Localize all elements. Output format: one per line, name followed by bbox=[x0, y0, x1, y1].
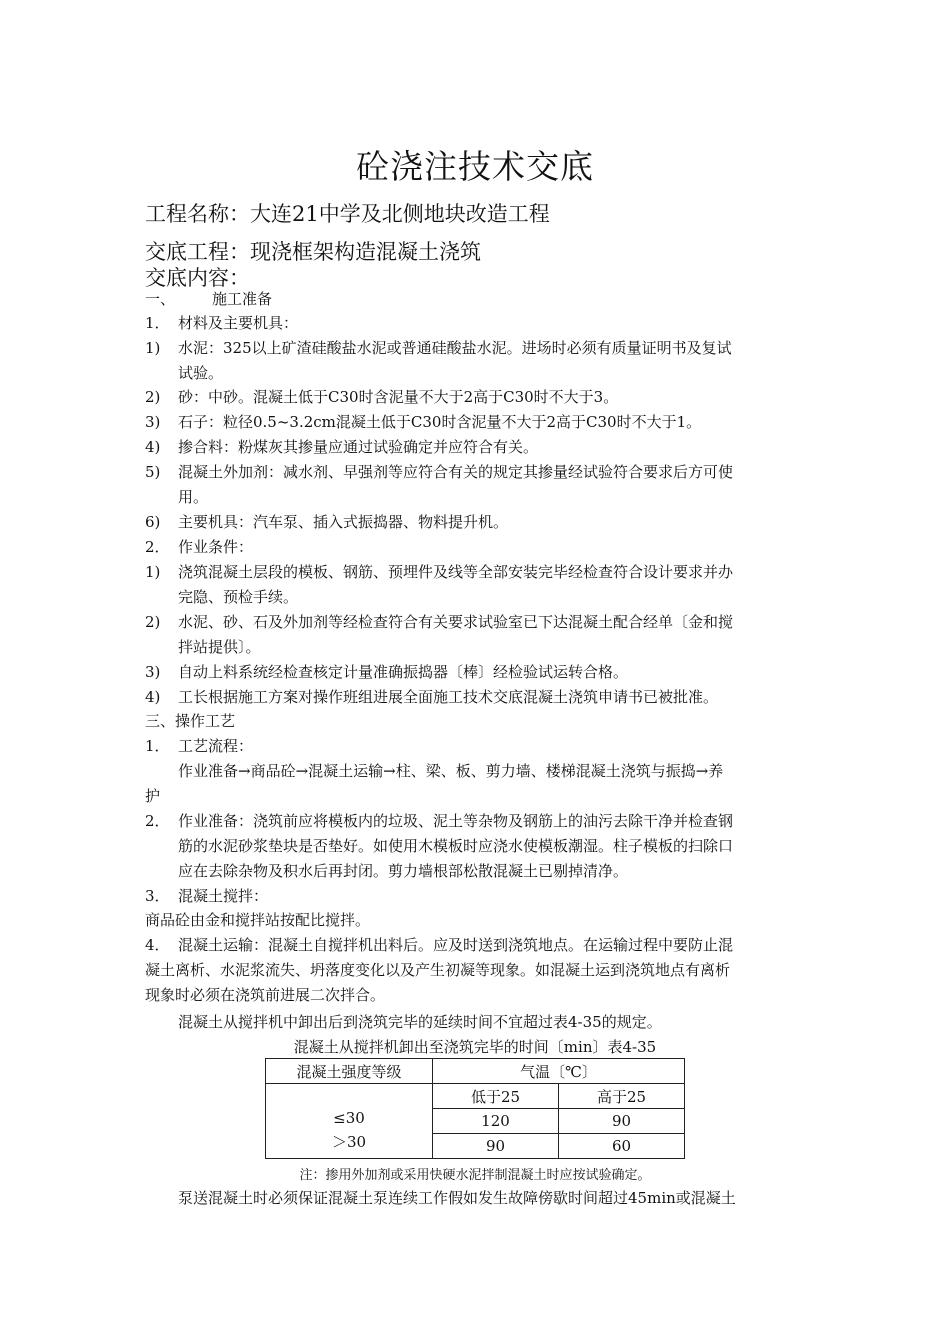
document-title: 砼浇注技术交底 bbox=[356, 147, 594, 186]
item-number: 3) bbox=[145, 413, 161, 431]
item-number: 一、 bbox=[145, 290, 176, 308]
item-number: 3) bbox=[145, 663, 161, 681]
item-text: 商品砼由金和搅拌站按配比搅拌。 bbox=[145, 911, 371, 929]
body-line bbox=[145, 412, 701, 432]
grade-1: ≤30 bbox=[333, 1109, 365, 1127]
item-text: 凝土离析、水泥浆流失、坍落度变化以及产生初凝等现象。如混凝土运到浇筑地点有离析 bbox=[145, 961, 731, 979]
item-text: 用。 bbox=[178, 488, 209, 506]
work-name: 交底工程：现浇框架构造混凝土浇筑 bbox=[145, 240, 481, 264]
body-line bbox=[178, 363, 223, 383]
body-line bbox=[178, 587, 298, 607]
item-text: 应在去除杂物及积水后再封闭。剪力墙根部松散混凝土已剔掉清净。 bbox=[178, 862, 629, 880]
item-text: 水泥、砂、石及外加剂等经检查符合有关要求试验室已下达混凝土配合经单〔金和搅 bbox=[178, 613, 734, 631]
body-line bbox=[145, 910, 370, 930]
table-caption: 混凝土从搅拌机卸出至浇筑完毕的时间〔min〕表4-35 bbox=[293, 1038, 657, 1056]
item-text: 试验。 bbox=[178, 364, 224, 382]
body-line bbox=[145, 537, 253, 557]
item-number: 1． bbox=[145, 314, 170, 332]
body-line bbox=[145, 786, 160, 806]
body-line bbox=[145, 960, 730, 980]
body-line bbox=[145, 886, 268, 906]
body-line bbox=[178, 836, 733, 856]
table-sub-high: 高于25 bbox=[559, 1084, 685, 1109]
body-line bbox=[178, 637, 261, 657]
item-number: 2) bbox=[145, 613, 161, 631]
body-line bbox=[145, 437, 538, 457]
item-text: 三、操作工艺 bbox=[145, 712, 236, 730]
item-number: 2) bbox=[145, 388, 161, 406]
table-header-temp: 气温〔℃〕 bbox=[433, 1059, 685, 1084]
item-number: 3． bbox=[145, 887, 170, 905]
table-header-grade: 混凝土强度等级 bbox=[266, 1059, 433, 1084]
item-text: 工长根据施工方案对操作班组进展全面施工技术交底混凝土浇筑申请书已被批准。 bbox=[178, 688, 719, 706]
item-text: 作业条件： bbox=[178, 538, 254, 556]
item-text: 混凝土从搅拌机中卸出后到浇筑完毕的延续时间不宜超过表4-35的规定。 bbox=[178, 1013, 662, 1031]
item-text: 拌站提供〕。 bbox=[178, 638, 261, 656]
body-line bbox=[145, 711, 235, 731]
body-line bbox=[145, 985, 385, 1005]
item-text: 混凝土运输：混凝土自搅拌机出料后。应及时送到浇筑地点。在运输过程中要防止混 bbox=[178, 936, 734, 954]
body-line bbox=[178, 861, 628, 881]
content-label: 交底内容： bbox=[145, 266, 250, 290]
body-line-last: 泵送混凝土时必须保证混凝土泵连续工作假如发生故障傍歇时间超过45min或混凝土 bbox=[178, 1189, 736, 1207]
item-text: 作业准备→商品砼→混凝土运输→柱、梁、板、剪力墙、楼梯混凝土浇筑与振捣→养 bbox=[178, 762, 724, 780]
table-cell-low: 90 bbox=[433, 1134, 559, 1159]
body-line bbox=[145, 736, 253, 756]
body-line bbox=[145, 462, 733, 482]
body-line bbox=[178, 487, 208, 507]
table-note: 注：掺用外加剂或采用快硬水泥拌制混凝土时应按试验确定。 bbox=[299, 1168, 651, 1183]
item-text: 混凝土外加剂：减水剂、早强剂等应符合有关的规定其掺量经试验符合要求后方可使 bbox=[178, 463, 734, 481]
item-text: 工艺流程： bbox=[178, 737, 254, 755]
item-text: 掺合料：粉煤灰其掺量应通过试验确定并应符合有关。 bbox=[178, 438, 539, 456]
item-text: 主要机具：汽车泵、插入式振捣器、物料提升机。 bbox=[178, 513, 509, 531]
item-number: 1) bbox=[145, 563, 161, 581]
item-number: 1) bbox=[145, 339, 161, 357]
project-name: 工程名称：大连21中学及北侧地块改造工程 bbox=[145, 202, 550, 226]
body-line bbox=[145, 662, 628, 682]
body-line bbox=[145, 313, 298, 333]
body-line bbox=[145, 387, 618, 407]
time-table bbox=[265, 1058, 685, 1159]
body-line bbox=[145, 338, 732, 358]
item-text: 水泥：325以上矿渣硅酸盐水泥或普通硅酸盐水泥。进场时必须有质量证明书及复试 bbox=[178, 339, 732, 357]
item-number: 5) bbox=[145, 463, 161, 481]
item-text: 砂：中砂。混凝土低于C30时含泥量不大于2高于C30时不大于3。 bbox=[178, 388, 619, 406]
body-line bbox=[145, 935, 733, 955]
body-line bbox=[145, 289, 272, 309]
item-number: 2． bbox=[145, 538, 170, 556]
item-text: 自动上料系统经检查核定计量准确振捣器〔棒〕经检验试运转合格。 bbox=[178, 663, 629, 681]
item-text: 石子：粒径0.5~3.2cm混凝土低于C30时含泥量不大于2高于C30时不大于1。 bbox=[178, 413, 702, 431]
item-text: 筋的水泥砂浆垫块是否垫好。如使用木模板时应浇水使模板潮湿。柱子模板的扫除口 bbox=[178, 837, 734, 855]
body-line bbox=[145, 512, 508, 532]
item-text: 护 bbox=[145, 787, 161, 805]
body-line bbox=[145, 687, 718, 707]
item-number: 1． bbox=[145, 737, 170, 755]
item-text: 作业准备：浇筑前应将模板内的垃圾、泥土等杂物及钢筋上的油污去除干净并检查钢 bbox=[178, 812, 734, 830]
table-cell-low: 120 bbox=[433, 1109, 559, 1134]
item-text: 材料及主要机具： bbox=[178, 314, 299, 332]
item-text: 完隐、预检手续。 bbox=[178, 588, 299, 606]
body-line bbox=[145, 562, 733, 582]
body-line bbox=[145, 612, 733, 632]
table-sub-low: 低于25 bbox=[433, 1084, 559, 1109]
item-text: 混凝土搅拌： bbox=[178, 887, 269, 905]
body-line bbox=[178, 761, 723, 781]
item-number: 4) bbox=[145, 688, 161, 706]
table-cell-high: 60 bbox=[559, 1134, 685, 1159]
table-cell-high: 90 bbox=[559, 1109, 685, 1134]
grade-2: ＞30 bbox=[331, 1133, 367, 1151]
body-line bbox=[145, 811, 733, 831]
item-number: 2． bbox=[145, 812, 170, 830]
item-number: 4) bbox=[145, 438, 161, 456]
item-text: 施工准备 bbox=[212, 290, 273, 308]
item-text: 现象时必须在浇筑前进展二次拌合。 bbox=[145, 986, 386, 1004]
table-grade-cell bbox=[266, 1084, 433, 1159]
item-number: 4． bbox=[145, 936, 170, 954]
body-line bbox=[178, 1012, 662, 1032]
item-text: 浇筑混凝土层段的模板、钢筋、预埋件及线等全部安装完毕经检查符合设计要求并办 bbox=[178, 563, 734, 581]
item-number: 6) bbox=[145, 513, 161, 531]
